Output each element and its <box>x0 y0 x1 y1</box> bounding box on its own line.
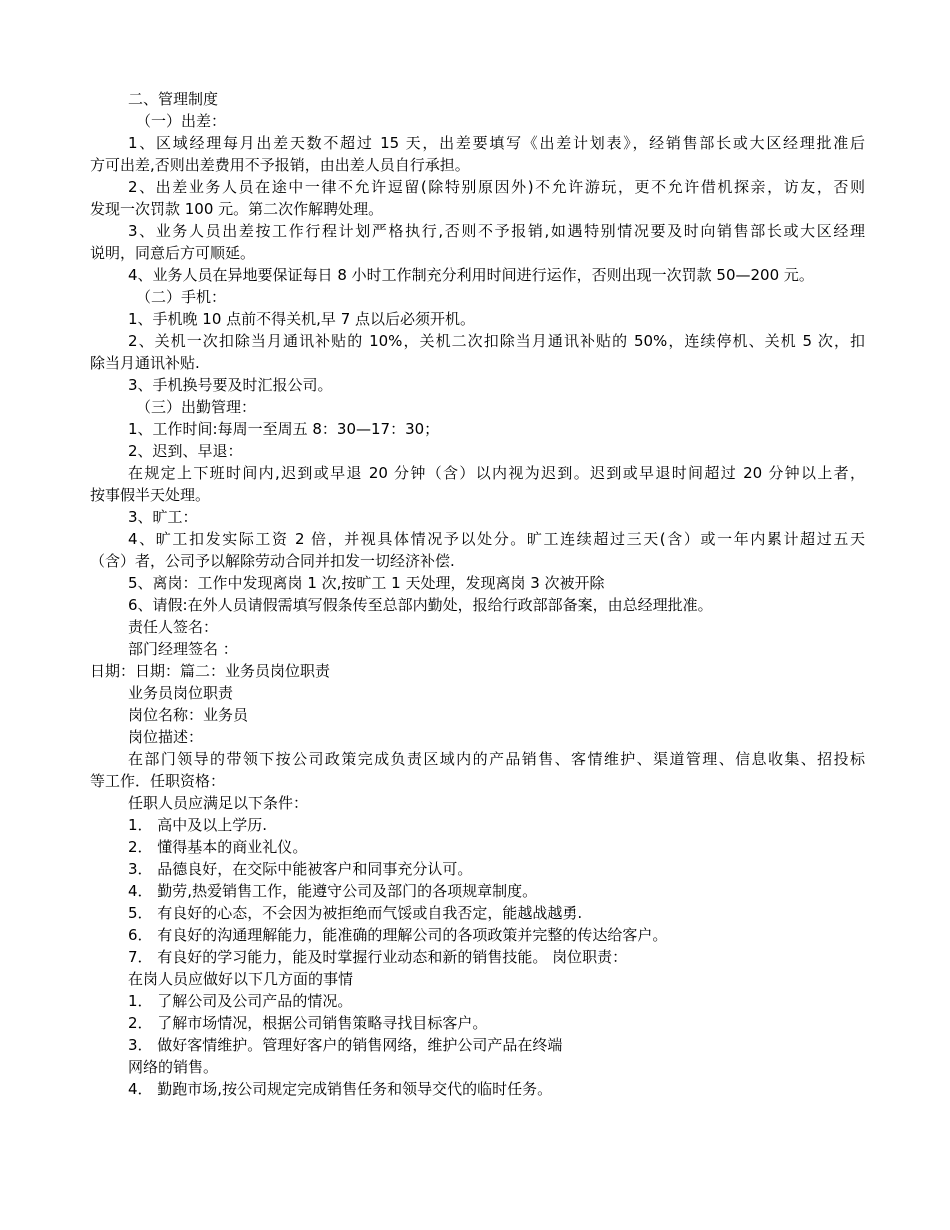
paragraph-line: 岗位名称：业务员 <box>128 706 249 724</box>
subsection-heading-phone: （二）手机： <box>136 288 227 306</box>
signature-line-responsible: 责任人签名： <box>128 618 219 636</box>
paragraph-line: 在岗人员应做好以下几方面的事情 <box>128 970 354 988</box>
paragraph-line: 按事假半天处理。 <box>90 486 211 504</box>
paragraph-line: 在规定上下班时间内,迟到或早退 20 分钟（含）以内视为迟到。迟到或早退时间超过 20 分钟以上者， <box>128 464 865 482</box>
subsection-heading-business-trip: （一）出差： <box>136 112 227 130</box>
list-item: 5． 有良好的心态，不会因为被拒绝而气馁或自我否定，能越战越勇. <box>128 904 583 922</box>
paragraph-line: 说明，同意后方可顺延。 <box>90 244 256 262</box>
paragraph-line: 3、业务人员出差按工作行程计划严格执行,否则不予报销,如遇特别情况要及时向销售部长或大区经理 <box>128 222 865 240</box>
paragraph-line: 方可出差,否则出差费用不予报销，由出差人员自行承担。 <box>90 156 470 174</box>
list-item: 1． 了解公司及公司产品的情况。 <box>128 992 353 1010</box>
section-heading-job-duties: 业务员岗位职责 <box>128 684 234 702</box>
paragraph-line: 6、请假:在外人员请假需填写假条传至总部内勤处，报给行政部部备案，由总经理批准。 <box>128 596 713 614</box>
paragraph-line: 在部门领导的带领下按公司政策完成负责区域内的产品销售、客情维护、渠道管理、信息收集、招投标 <box>128 750 865 768</box>
list-item: 6． 有良好的沟通理解能力，能准确的理解公司的各项政策并完整的传达给客户。 <box>128 926 668 944</box>
paragraph-line: 4、业务人员在异地要保证每日 8 小时工作制充分利用时间进行运作，否则出现一次罚款 50—200 元。 <box>128 266 814 284</box>
paragraph-line: 除当月通讯补贴. <box>90 354 200 372</box>
date-line: 日期：日期：篇二：业务员岗位职责 <box>90 662 331 680</box>
list-item: 7． 有良好的学习能力，能及时掌握行业动态和新的销售技能。 岗位职责： <box>128 948 628 966</box>
subsection-heading-attendance: （三）出勤管理： <box>136 398 257 416</box>
paragraph-line: 2、关机一次扣除当月通讯补贴的 10%，关机二次扣除当月通讯补贴的 50%，连续停机、关机 5 次，扣 <box>128 332 865 350</box>
paragraph-line: 网络的销售。 <box>128 1058 219 1076</box>
list-item: 3． 做好客情维护。管理好客户的销售网络，维护公司产品在终端 <box>128 1036 563 1054</box>
paragraph-line: （含）者，公司予以解除劳动合同并扣发一切经济补偿. <box>90 552 455 570</box>
paragraph-line: 3、旷工： <box>128 508 198 526</box>
paragraph-line: 1、区域经理每月出差天数不超过 15 天，出差要填写《出差计划表》，经销售部长或大区经理批准后 <box>128 134 865 152</box>
list-item: 3． 品德良好，在交际中能被客户和同事充分认可。 <box>128 860 473 878</box>
paragraph-line: 1、手机晚 10 点前不得关机,早 7 点以后必须开机。 <box>128 310 476 328</box>
paragraph-line: 发现一次罚款 100 元。第二次作解聘处理。 <box>90 200 384 218</box>
paragraph-line: 2、出差业务人员在途中一律不允许逗留(除特别原因外)不允许游玩，更不允许借机探亲，访友，否则 <box>128 178 865 196</box>
list-item: 4． 勤跑市场,按公司规定完成销售任务和领导交代的临时任务。 <box>128 1080 553 1098</box>
signature-line-manager: 部门经理签名 ： <box>128 640 238 658</box>
paragraph-line: 4、旷工扣发实际工资 2 倍，并视具体情况予以处分。旷工连续超过三天(含）或一年内累计超过五天 <box>128 530 865 548</box>
paragraph-line: 2、迟到、早退： <box>128 442 243 460</box>
paragraph-line: 3、手机换号要及时汇报公司。 <box>128 376 333 394</box>
list-item: 2． 了解市场情况，根据公司销售策略寻找目标客户。 <box>128 1014 488 1032</box>
paragraph-line: 1、工作时间:每周一至周五 8：30—17：30； <box>128 420 440 438</box>
list-item: 4． 勤劳,热爱销售工作，能遵守公司及部门的各项规章制度。 <box>128 882 538 900</box>
list-item: 2． 懂得基本的商业礼仪。 <box>128 838 308 856</box>
paragraph-line: 岗位描述： <box>128 728 204 746</box>
paragraph-line: 任职人员应满足以下条件： <box>128 794 309 812</box>
section-heading-management: 二、管理制度 <box>128 90 219 108</box>
list-item: 1． 高中及以上学历. <box>128 816 268 834</box>
paragraph-line: 等工作．任职资格： <box>90 772 226 790</box>
paragraph-line: 5、离岗：工作中发现离岗 1 次,按旷工 1 天处理，发现离岗 3 次被开除 <box>128 574 605 592</box>
